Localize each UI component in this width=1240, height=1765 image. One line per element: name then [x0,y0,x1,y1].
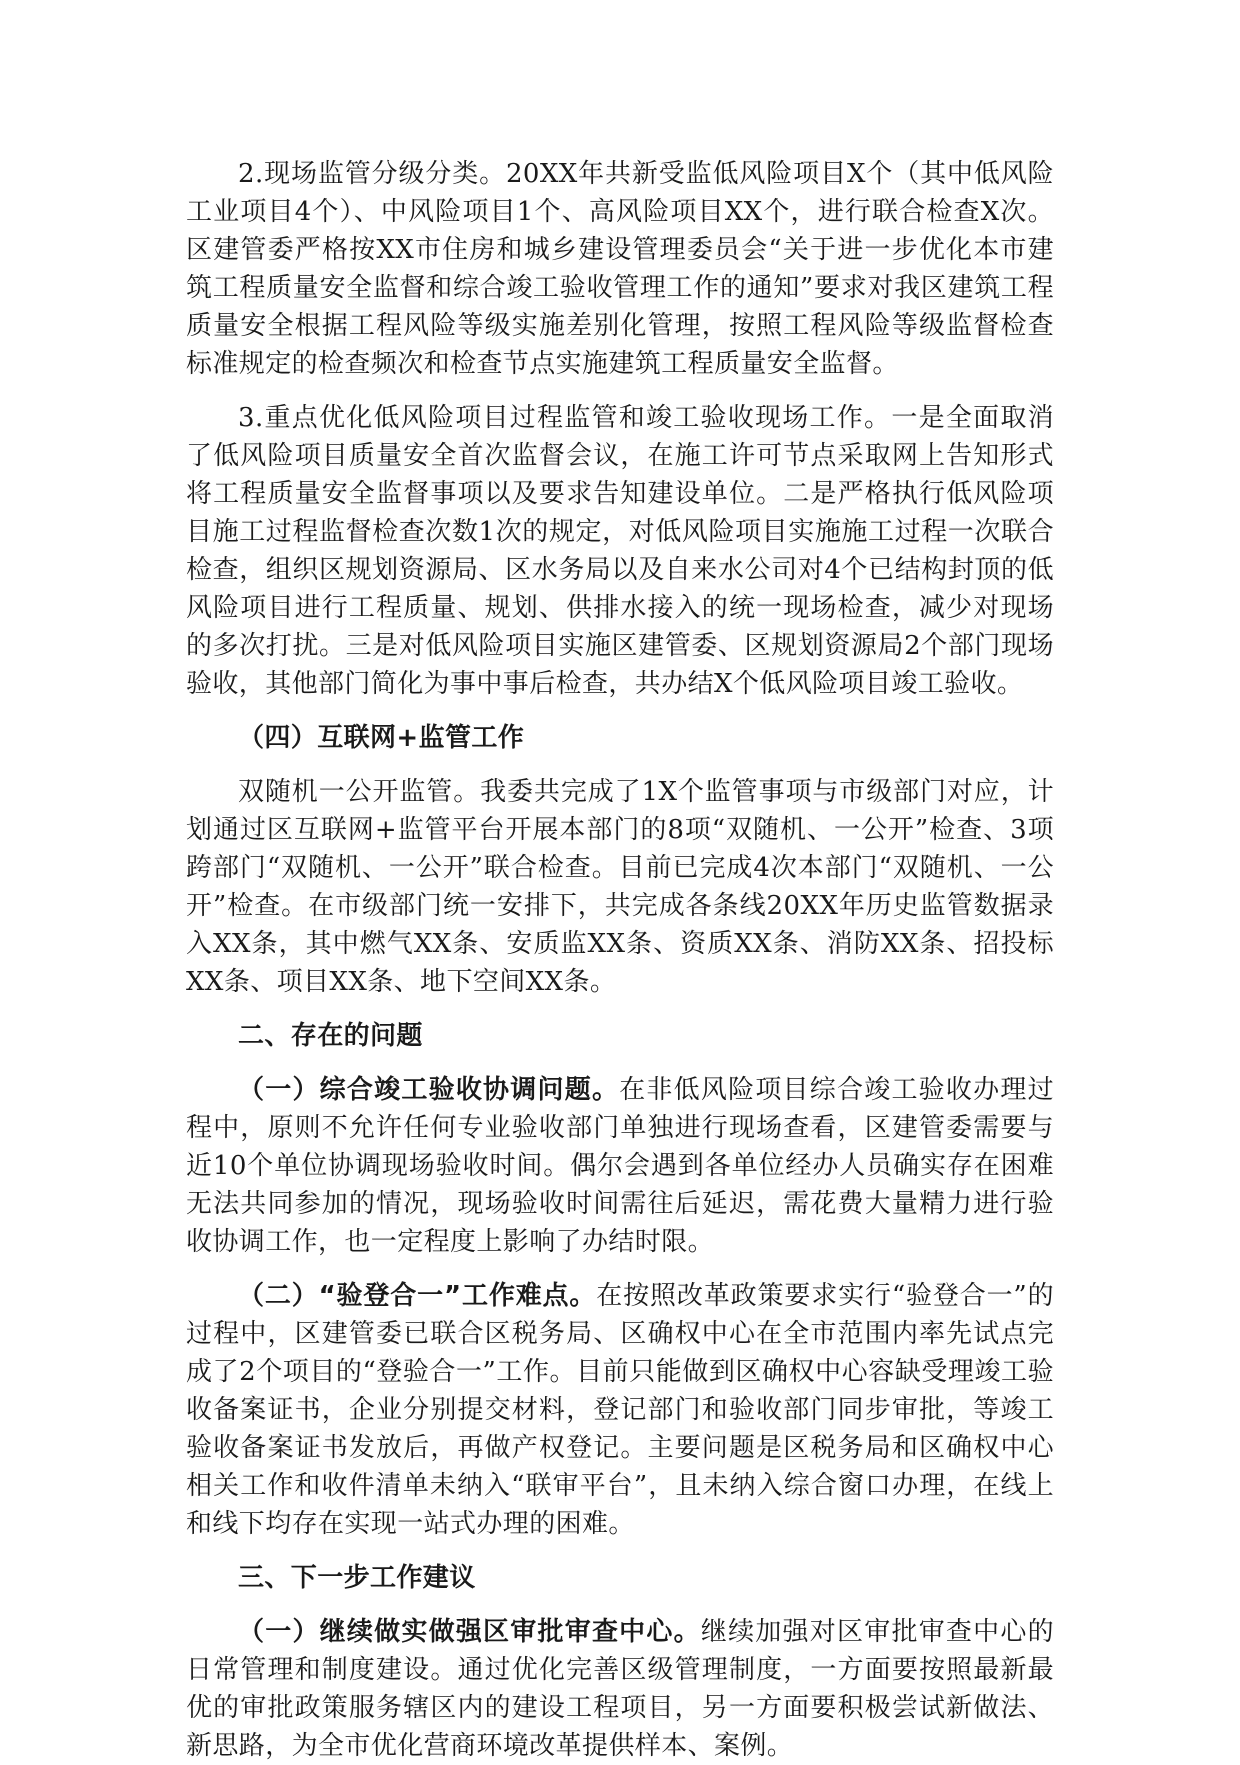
section-heading-internet-supervision: （四）互联网+监管工作 [238,723,525,753]
paragraph-low-risk-optimization: 3.重点优化低风险项目过程监管和竣工验收现场工作。一是全面取消了低风险项目质量安全首次监督会议，在施工许可节点采取网上告知形式将工程质量安全监督事项以及要求告知建设单位。二是严格执行低风险项目施工过程监督检查次数1次的规定，对低风险项目实施施工过程一次联合检查，组织区规划资源局、区水务局以及自来水公司对4个已结构封顶的低风险项目进行工程质量、规划、供排水接入的统一现场检查，减少对现场的多次打扰。三是对低风险项目实施区建管委、区规划资源局2个部门现场验收，其他部门简化为事中事后检查，共办结X个低风险项目竣工验收。 [186,403,1054,699]
paragraph-acceptance-coordination [186,1071,1054,1261]
paragraph-body-inspection-registration: 在按照改革政策要求实行“验登合一”的过程中，区建管委已联合区税务局、区确权中心在全市范围内率先试点完成了2个项目的“登验合一”工作。目前只能做到区确权中心容缺受理竣工验收备案证书，企业分别提交材料，登记部门和验收部门同步审批，等竣工验收备案证书发放后，再做产权登记。主要问题是区税务局和区确权中心相关工作和收件清单未纳入“联审平台”，且未纳入综合窗口办理，在线上和线下均存在实现一站式办理的困难。 [186,1281,1054,1539]
paragraph-lead-acceptance-coordination: （一）综合竣工验收协调问题。 [238,1075,620,1105]
section-heading-existing-problems: 二、存在的问题 [238,1021,423,1051]
paragraph-lead-review-center: （一）继续做实做强区审批审查中心。 [238,1617,701,1647]
paragraph-inspection-registration [186,1277,1054,1543]
paragraph-lead-inspection-registration: （二）“验登合一”工作难点。 [238,1281,597,1311]
section-heading-next-steps: 三、下一步工作建议 [238,1563,476,1593]
document-page [186,155,1054,1765]
paragraph-body-review-center: 继续加强对区审批审查中心的日常管理和制度建设。通过优化完善区级管理制度，一方面要按照最新最优的审批政策服务辖区内的建设工程项目，另一方面要积极尝试新做法、新思路，为全市优化营商环境改革提供样本、案例。 [186,1617,1054,1761]
paragraph-site-supervision: 2.现场监管分级分类。20XX年共新受监低风险项目X个（其中低风险工业项目4个）、中风险项目1个、高风险项目XX个，进行联合检查X次。区建管委严格按XX市住房和城乡建设管理委员会“关于进一步优化本市建筑工程质量安全监督和综合竣工验收管理工作的通知”要求对我区建筑工程质量安全根据工程风险等级实施差别化管理，按照工程风险等级监督检查标准规定的检查频次和检查节点实施建筑工程质量安全监督。 [186,159,1054,379]
paragraph-body-acceptance-coordination: 在非低风险项目综合竣工验收办理过程中，原则不允许任何专业验收部门单独进行现场查看，区建管委需要与近10个单位协调现场验收时间。偶尔会遇到各单位经办人员确实存在困难无法共同参加的情况，现场验收时间需往后延迟，需花费大量精力进行验收协调工作，也一定程度上影响了办结时限。 [186,1075,1054,1257]
paragraph-double-random: 双随机一公开监管。我委共完成了1X个监管事项与市级部门对应，计划通过区互联网+监管平台开展本部门的8项“双随机、一公开”检查、3项跨部门“双随机、一公开”联合检查。目前已完成4次本部门“双随机、一公开”检查。在市级部门统一安排下，共完成各条线20XX年历史监管数据录入XX条，其中燃气XX条、安质监XX条、资质XX条、消防XX条、招投标XX条、项目XX条、地下空间XX条。 [186,777,1054,997]
paragraph-review-center [186,1613,1054,1765]
